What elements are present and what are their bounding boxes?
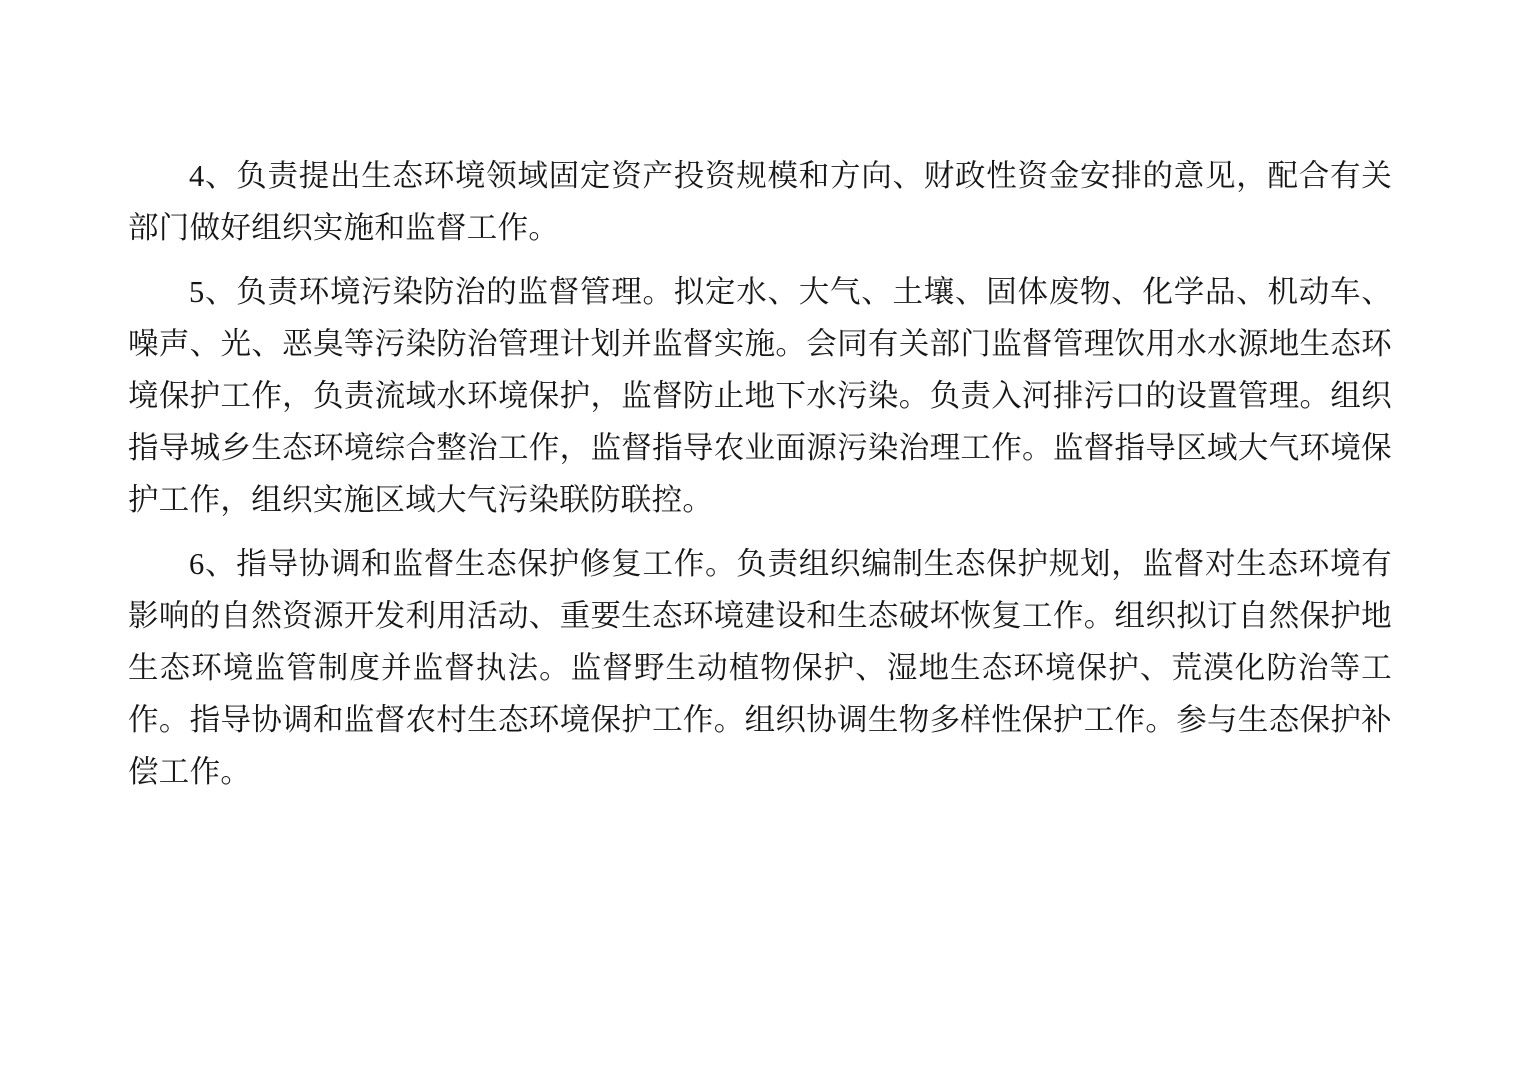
paragraph-item-6: 6、指导协调和监督生态保护修复工作。负责组织编制生态保护规划，监督对生态环境有影响的自然资源开发利用活动、重要生态环境建设和生态破坏恢复工作。组织拟订自然保护地生态环境监管制度并监督执法。监督野生动植物保护、湿地生态环境保护、荒漠化防治等工作。指导协调和监督农村生态环境保护工作。组织协调生物多样性保护工作。参与生态保护补偿工作。 — [128, 547, 1392, 789]
paragraph-item-5: 5、负责环境污染防治的监督管理。拟定水、大气、土壤、固体废物、化学品、机动车、噪声、光、恶臭等污染防治管理计划并监督实施。会同有关部门监督管理饮用水水源地生态环境保护工作，负责流域水环境保护，监督防止地下水污染。负责入河排污口的设置管理。组织指导城乡生态环境综合整治工作，监督指导农业面源污染治理工作。监督指导区域大气环境保护工作，组织实施区域大气污染联防联控。 — [128, 275, 1392, 517]
paragraph-item-4: 4、负责提出生态环境领域固定资产投资规模和方向、财政性资金安排的意见，配合有关部门做好组织实施和监督工作。 — [128, 159, 1392, 245]
document-body — [128, 150, 1392, 798]
